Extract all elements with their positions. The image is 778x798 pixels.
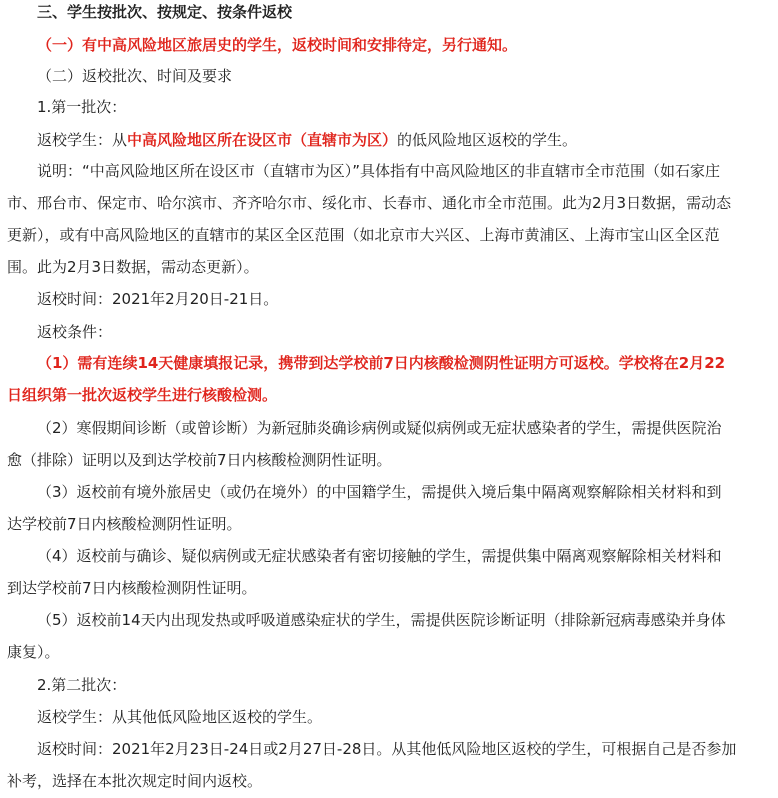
explanation-line: 说明：“中高风险地区所在设区市（直辖市为区）”具体指有中高风险地区的非直辖市全市范围（如石家庄 bbox=[37, 162, 721, 180]
condition-4-line: （4）返校前与确诊、疑似病例或无症状感染者有密切接触的学生，需提供集中隔离观察解除相关材料和 bbox=[37, 547, 722, 565]
batch2-students: 返校学生：从其他低风险地区返校的学生。 bbox=[37, 708, 323, 726]
batch1-students-suffix: 的低风险地区返校的学生。 bbox=[397, 131, 578, 149]
batch2-time-line: 补考，选择在本批次规定时间内返校。 bbox=[7, 772, 263, 790]
batch1-students-prefix: 返校学生：从 bbox=[37, 131, 128, 149]
notice-high-risk: （一）有中高风险地区旅居史的学生，返校时间和安排待定，另行通知。 bbox=[37, 36, 518, 54]
section2-title: （二）返校批次、时间及要求 bbox=[37, 67, 233, 85]
conditions-label: 返校条件： bbox=[37, 323, 113, 341]
batch1-time: 返校时间：2021年2月20日-21日。 bbox=[37, 290, 279, 308]
batch1-students bbox=[37, 130, 773, 150]
explanation-line: 市、邢台市、保定市、哈尔滨市、齐齐哈尔市、绥化市、长春市、通化市全市范围。此为2月3日数据，需动态 bbox=[7, 194, 732, 212]
batch1-students-highlight: 中高风险地区所在设区市（直辖市为区） bbox=[127, 131, 398, 149]
condition-4-line: 到达学校前7日内核酸检测阴性证明。 bbox=[7, 579, 257, 597]
section-heading: 三、学生按批次、按规定、按条件返校 bbox=[37, 3, 293, 21]
batch1-title: 1.第一批次： bbox=[37, 98, 127, 116]
explanation-line: 围。此为2月3日数据，需动态更新）。 bbox=[7, 258, 259, 276]
condition-1-line: （1）需有连续14天健康填报记录，携带到达学校前7日内核酸检测阴性证明方可返校。学校将在2月22 bbox=[37, 354, 726, 372]
condition-1-line: 日组织第一批次返校学生进行核酸检测。 bbox=[7, 386, 278, 404]
condition-2-line: （2）寒假期间诊断（或曾诊断）为新冠肺炎确诊病例或疑似病例或无症状感染者的学生，需提供医院治 bbox=[37, 419, 722, 437]
condition-5-line: 康复）。 bbox=[7, 643, 60, 661]
condition-2-line: 愈（排除）证明以及到达学校前7日内核酸检测阴性证明。 bbox=[7, 451, 392, 469]
batch2-title: 2.第二批次： bbox=[37, 676, 127, 694]
batch2-time-line: 返校时间：2021年2月23日-24日或2月27日-28日。从其他低风险地区返校的学生，可根据自己是否参加 bbox=[37, 740, 737, 758]
condition-3-line: （3）返校前有境外旅居史（或仍在境外）的中国籍学生，需提供入境后集中隔离观察解除相关材料和到 bbox=[37, 483, 722, 501]
condition-5-line: （5）返校前14天内出现发热或呼吸道感染症状的学生，需提供医院诊断证明（排除新冠病毒感染并身体 bbox=[37, 611, 726, 629]
condition-3-line: 达学校前7日内核酸检测阴性证明。 bbox=[7, 515, 242, 533]
explanation-line: 更新），或有中高风险地区的直辖市的某区全区范围（如北京市大兴区、上海市黄浦区、上海市宝山区全区范 bbox=[7, 226, 720, 244]
